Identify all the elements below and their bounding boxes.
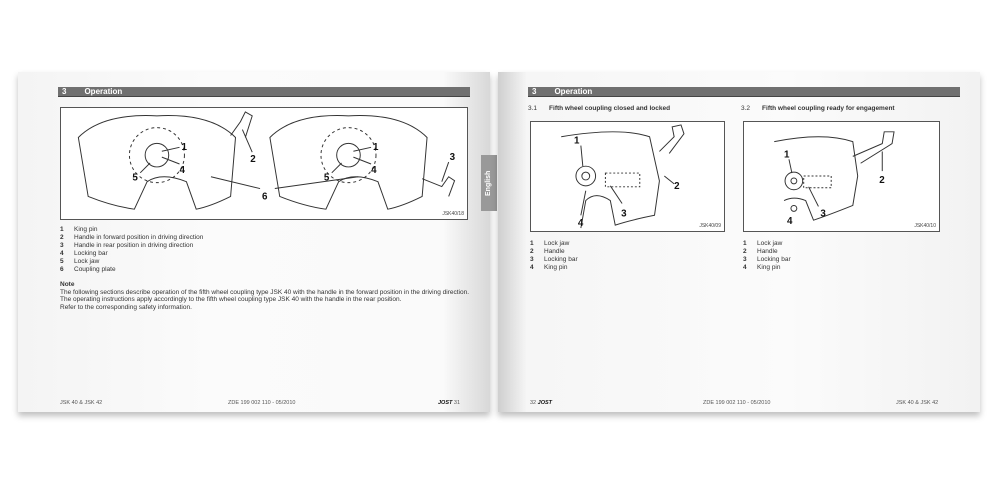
footer-doc-number: ZDE 199 002 110 - 05/2010 [228, 400, 296, 406]
section-number: 3 [62, 87, 67, 96]
footer-model: JSK 40 & JSK 42 [896, 400, 939, 406]
footer-model: JSK 40 & JSK 42 [60, 400, 103, 406]
svg-text:4: 4 [179, 164, 185, 176]
subsection-text: Fifth wheel coupling closed and locked [549, 105, 671, 112]
note-line: The operating instructions apply accordingly to the fifth wheel coupling type JSK 40 with the handle in the rear position. [60, 296, 402, 304]
legend-number: 1 [743, 240, 747, 247]
svg-text:2: 2 [674, 180, 680, 192]
legend-item [743, 240, 791, 248]
legend-label: King pin [74, 226, 98, 233]
legend-item [60, 234, 203, 242]
subsection-number: 3.2 [741, 105, 751, 112]
legend-number: 4 [743, 264, 747, 271]
legend-label: Handle in forward position in driving direction [74, 234, 204, 241]
legend-item [60, 266, 203, 274]
right-page [498, 72, 980, 412]
legend-item [60, 250, 203, 258]
jost-logo: JOST [438, 400, 453, 406]
subsection-number: 3.1 [528, 105, 538, 112]
svg-text:1: 1 [784, 149, 790, 161]
legend-item [60, 258, 203, 266]
legend-number: 6 [60, 266, 64, 273]
ready-engagement-figure [743, 121, 940, 232]
section-title: Operation [554, 87, 593, 96]
page-number: 31 [453, 400, 461, 406]
legend-item [530, 256, 578, 264]
jost-logo: JOST [537, 400, 553, 406]
legend-number: 2 [743, 248, 747, 255]
coupling-plate-drawing [61, 108, 467, 219]
svg-text:3: 3 [621, 208, 627, 220]
legend-label: King pin [757, 264, 781, 271]
section-title: Operation [84, 87, 123, 96]
legend-label: Locking bar [74, 250, 108, 257]
note-line: The following sections describe operation of the fifth wheel coupling type JSK 40 with the handle in the forward position in the driving direction. [60, 288, 470, 296]
legend-number: 3 [60, 242, 64, 249]
open-manual [18, 72, 980, 418]
legend-item [743, 256, 791, 264]
legend-label: Lock jaw [544, 240, 570, 247]
svg-text:4: 4 [371, 164, 377, 176]
figure-id: JSK40/10 [914, 223, 936, 229]
legend-label: Lock jaw [74, 258, 100, 265]
legend-item [60, 226, 203, 234]
figure-id: JSK40/18 [442, 211, 464, 217]
legend-item [743, 264, 791, 272]
legend-list [743, 240, 791, 272]
legend-item [530, 264, 578, 272]
svg-text:4: 4 [787, 216, 793, 228]
svg-text:1: 1 [181, 142, 187, 154]
svg-text:1: 1 [573, 135, 580, 147]
svg-text:3: 3 [449, 152, 456, 164]
legend-number: 2 [530, 248, 534, 255]
legend-number: 3 [743, 256, 747, 263]
section-number: 3 [532, 87, 537, 96]
legend-label: Lock jaw [757, 240, 783, 247]
svg-text:6: 6 [262, 191, 268, 203]
legend-label: Locking bar [544, 256, 578, 263]
svg-text:5: 5 [323, 172, 330, 184]
svg-text:3: 3 [820, 208, 826, 220]
legend-item [60, 242, 203, 250]
svg-text:5: 5 [132, 172, 138, 184]
legend-label: Handle [757, 248, 778, 255]
legend-number: 3 [530, 256, 534, 263]
subsection-text: Fifth wheel coupling ready for engagement [762, 105, 895, 112]
page-number: 32 [530, 400, 537, 406]
note-title: Note [60, 281, 75, 288]
legend-item [530, 240, 578, 248]
subsection-title [741, 105, 895, 112]
section-header [58, 87, 470, 97]
legend-number: 5 [60, 258, 64, 265]
legend-number: 1 [60, 226, 64, 233]
note-line: Refer to the corresponding safety information. [60, 303, 192, 311]
legend-list [60, 226, 203, 274]
left-page [18, 72, 490, 412]
legend-list [530, 240, 578, 272]
figure-id: JSK40/09 [699, 223, 721, 229]
svg-text:2: 2 [250, 154, 256, 166]
coupling-figure [60, 107, 468, 220]
closed-locked-figure [530, 121, 725, 232]
note [60, 281, 469, 311]
legend-number: 1 [530, 240, 534, 247]
svg-text:1: 1 [373, 142, 379, 154]
legend-item [743, 248, 791, 256]
section-header [528, 87, 960, 97]
svg-text:2: 2 [879, 174, 885, 186]
legend-label: Locking bar [757, 256, 791, 263]
svg-text:4: 4 [577, 218, 584, 230]
legend-label: Handle [544, 248, 565, 255]
coupling-closed-drawing [531, 122, 724, 231]
legend-item [530, 248, 578, 256]
legend-number: 4 [60, 250, 64, 257]
legend-number: 4 [530, 264, 534, 271]
legend-label: Coupling plate [74, 266, 116, 273]
footer-doc-number: ZDE 199 002 110 - 05/2010 [703, 400, 771, 406]
legend-label: King pin [544, 264, 568, 271]
subsection-title [528, 105, 670, 112]
coupling-open-drawing [744, 122, 939, 231]
legend-label: Handle in rear position in driving direction [74, 242, 194, 249]
language-tab[interactable]: English [481, 155, 497, 211]
legend-number: 2 [60, 234, 64, 241]
